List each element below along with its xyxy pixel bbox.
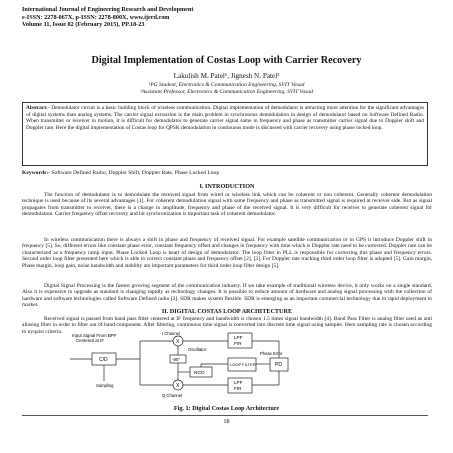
costas-loop-diagram (70, 329, 380, 401)
architecture-paragraph-1: Received signal is passed from band pass filter centered at IF frequency and bandwidth is chosen 1.5 times signal bandwidth [4]. Band Pass Filter is analog filter used as anti aliasing filter in order to filter out of band component. After filtering, continuous time signal is converted into discrete time signal using sampler. Here sampling rate is chosen according to nyquist criteria. (22, 316, 432, 335)
fir-top-label: FIR (234, 341, 242, 346)
figure-caption: Fig. 1: Digital Costas Loop Architecture (173, 405, 280, 412)
abstract-label: Abstract:- (26, 105, 50, 111)
footer-divider (22, 415, 428, 416)
intro-paragraph-2: In wireless communication there is always a shift in phase and frequency of received signal. For example satellite communication or in GPS it introduce Doppler shift in frequency [5]. So, different errors like constant phase error, constant frequency offset and changes in frequency with time which is Doppler rate need to be corrected. Doppler rate can be characterized as a frequency ramp input. Phase Locked Loop is heart of design of demodulator. The loop filter in PLL is responsible for correcting this phase and frequency errors. Second order loop filter presented here which is able to correct constant phase and frequency offset [2], [3]. For Doppler rate tracking third order loop filter is adopted [5]. Gain margin, Phase margin, loop gain, noise bandwidth and stability are important parameters for third order loop filter design [5]. (22, 237, 432, 269)
phase-error-label: Phase Error (260, 351, 283, 356)
loop-filter-label: LOOP FILTER (230, 362, 256, 367)
i-channel-label: I Channel (162, 331, 180, 336)
journal-name: International Journal of Engineering Research and Development (22, 6, 194, 13)
phase-shift-label: -90° (172, 357, 181, 362)
multiplier-q-label: X (176, 383, 180, 389)
multiplier-i-label: X (176, 339, 180, 345)
phase-detector-label: PD (275, 362, 282, 368)
section-heading-architecture: II. DIGITAL COSTAS LOOP ARCHITECTURE (161, 308, 293, 315)
keywords-label: Keywords:- (22, 170, 50, 176)
journal-volume: Volume 11, Issue 02 (February 2015), PP.18-23 (22, 21, 145, 29)
intro-paragraph-3: Digital Signal Processing is the fastest growing segment of the communication industry. If we take example of traditional wireless device, it only works on a single standard. Also it is expensive to upgrade as standard is changing rapidly as technology changes. It is possible to reduce amount of hardware and analog signal processing with the collection of hardware and software technologies called Software Defined radio [2]. SDR makes system flexible. SDR is emerging as an important commercial technology due to rapid deployment to market. (22, 283, 432, 309)
input-label: Input Signal From BPF (72, 333, 117, 338)
sampling-label: Sampling (96, 383, 114, 388)
abstract-text: Demodulator circuit is a basic building block of wireless communication. Digital implementation of demodulator is attracting more attention for the significant advantages of digital systems than analog systems. The carrier signal extraction is the main problem in synchronous demodulation in design of demodulator based on Software Defined Radio. When transmitter or receiver in motion, it is difficult for demodulator to generate carrier signal same in frequency and phase as transmitter carrier signal due to Doppler shift and Doppler rate. Here the digital implementation of Costas loop for QPSK demodulation in continuous mode is discussed with carrier recovery using phase locked loop. (26, 105, 424, 131)
keywords (22, 170, 428, 177)
abstract-box (22, 102, 428, 166)
adc-label: C/D (99, 357, 108, 363)
paper-authors: Lakulish M. Patel¹, Jignesh N. Patel² (173, 72, 280, 80)
lpf-bottom-label: LPF (234, 380, 243, 385)
input-label-2: Centered at IF (76, 338, 105, 343)
lpf-top-label: LPF (234, 335, 243, 340)
journal-header (22, 6, 432, 29)
oscillator-label: Oscillator (188, 347, 207, 352)
affiliation-1: ¹PG Student, Electronics & Communication Engineering, SVIT Vasad (148, 82, 305, 88)
affiliations (20, 82, 433, 96)
journal-issn: e-ISSN: 2278-067X, p-ISSN: 2278-800X, www.ijerd.com (22, 13, 170, 21)
nco-label: NCO (194, 371, 205, 376)
keywords-text: Software Defined Radio, Doppler Shift, Doppler Rate, Phase Locked Loop (49, 170, 220, 176)
fir-bottom-label: FIR (234, 386, 242, 391)
intro-paragraph-1: The function of demodulator is to demodulate the received signal from wired or wireless link which can be coherent or non coherent. Generally coherent demodulation technique is used because of its several advantages [1]. For coherent demodulation signal with same frequency and phase as transmitted signal is required at receiver side. But as signal propagates from transmitter to receiver, there is a change in amplitude, frequency and phase of the received signal. It is very difficult for receiver to generate coherent signal for demodulation. Carrier frequency offset recovery and bit synchronization is important task of coherent demodulator. (22, 192, 432, 218)
page-number: 18 (223, 418, 230, 425)
affiliation-2: ²Assistant Professor, Electronics & Communication Engineering, SVIT Vasad (140, 88, 313, 95)
q-channel-label: Q Channel (162, 393, 183, 398)
paper-title: Digital Implementation of Costas Loop with Carrier Recovery (91, 55, 362, 66)
section-heading-introduction: I. INTRODUCTION (199, 183, 255, 190)
